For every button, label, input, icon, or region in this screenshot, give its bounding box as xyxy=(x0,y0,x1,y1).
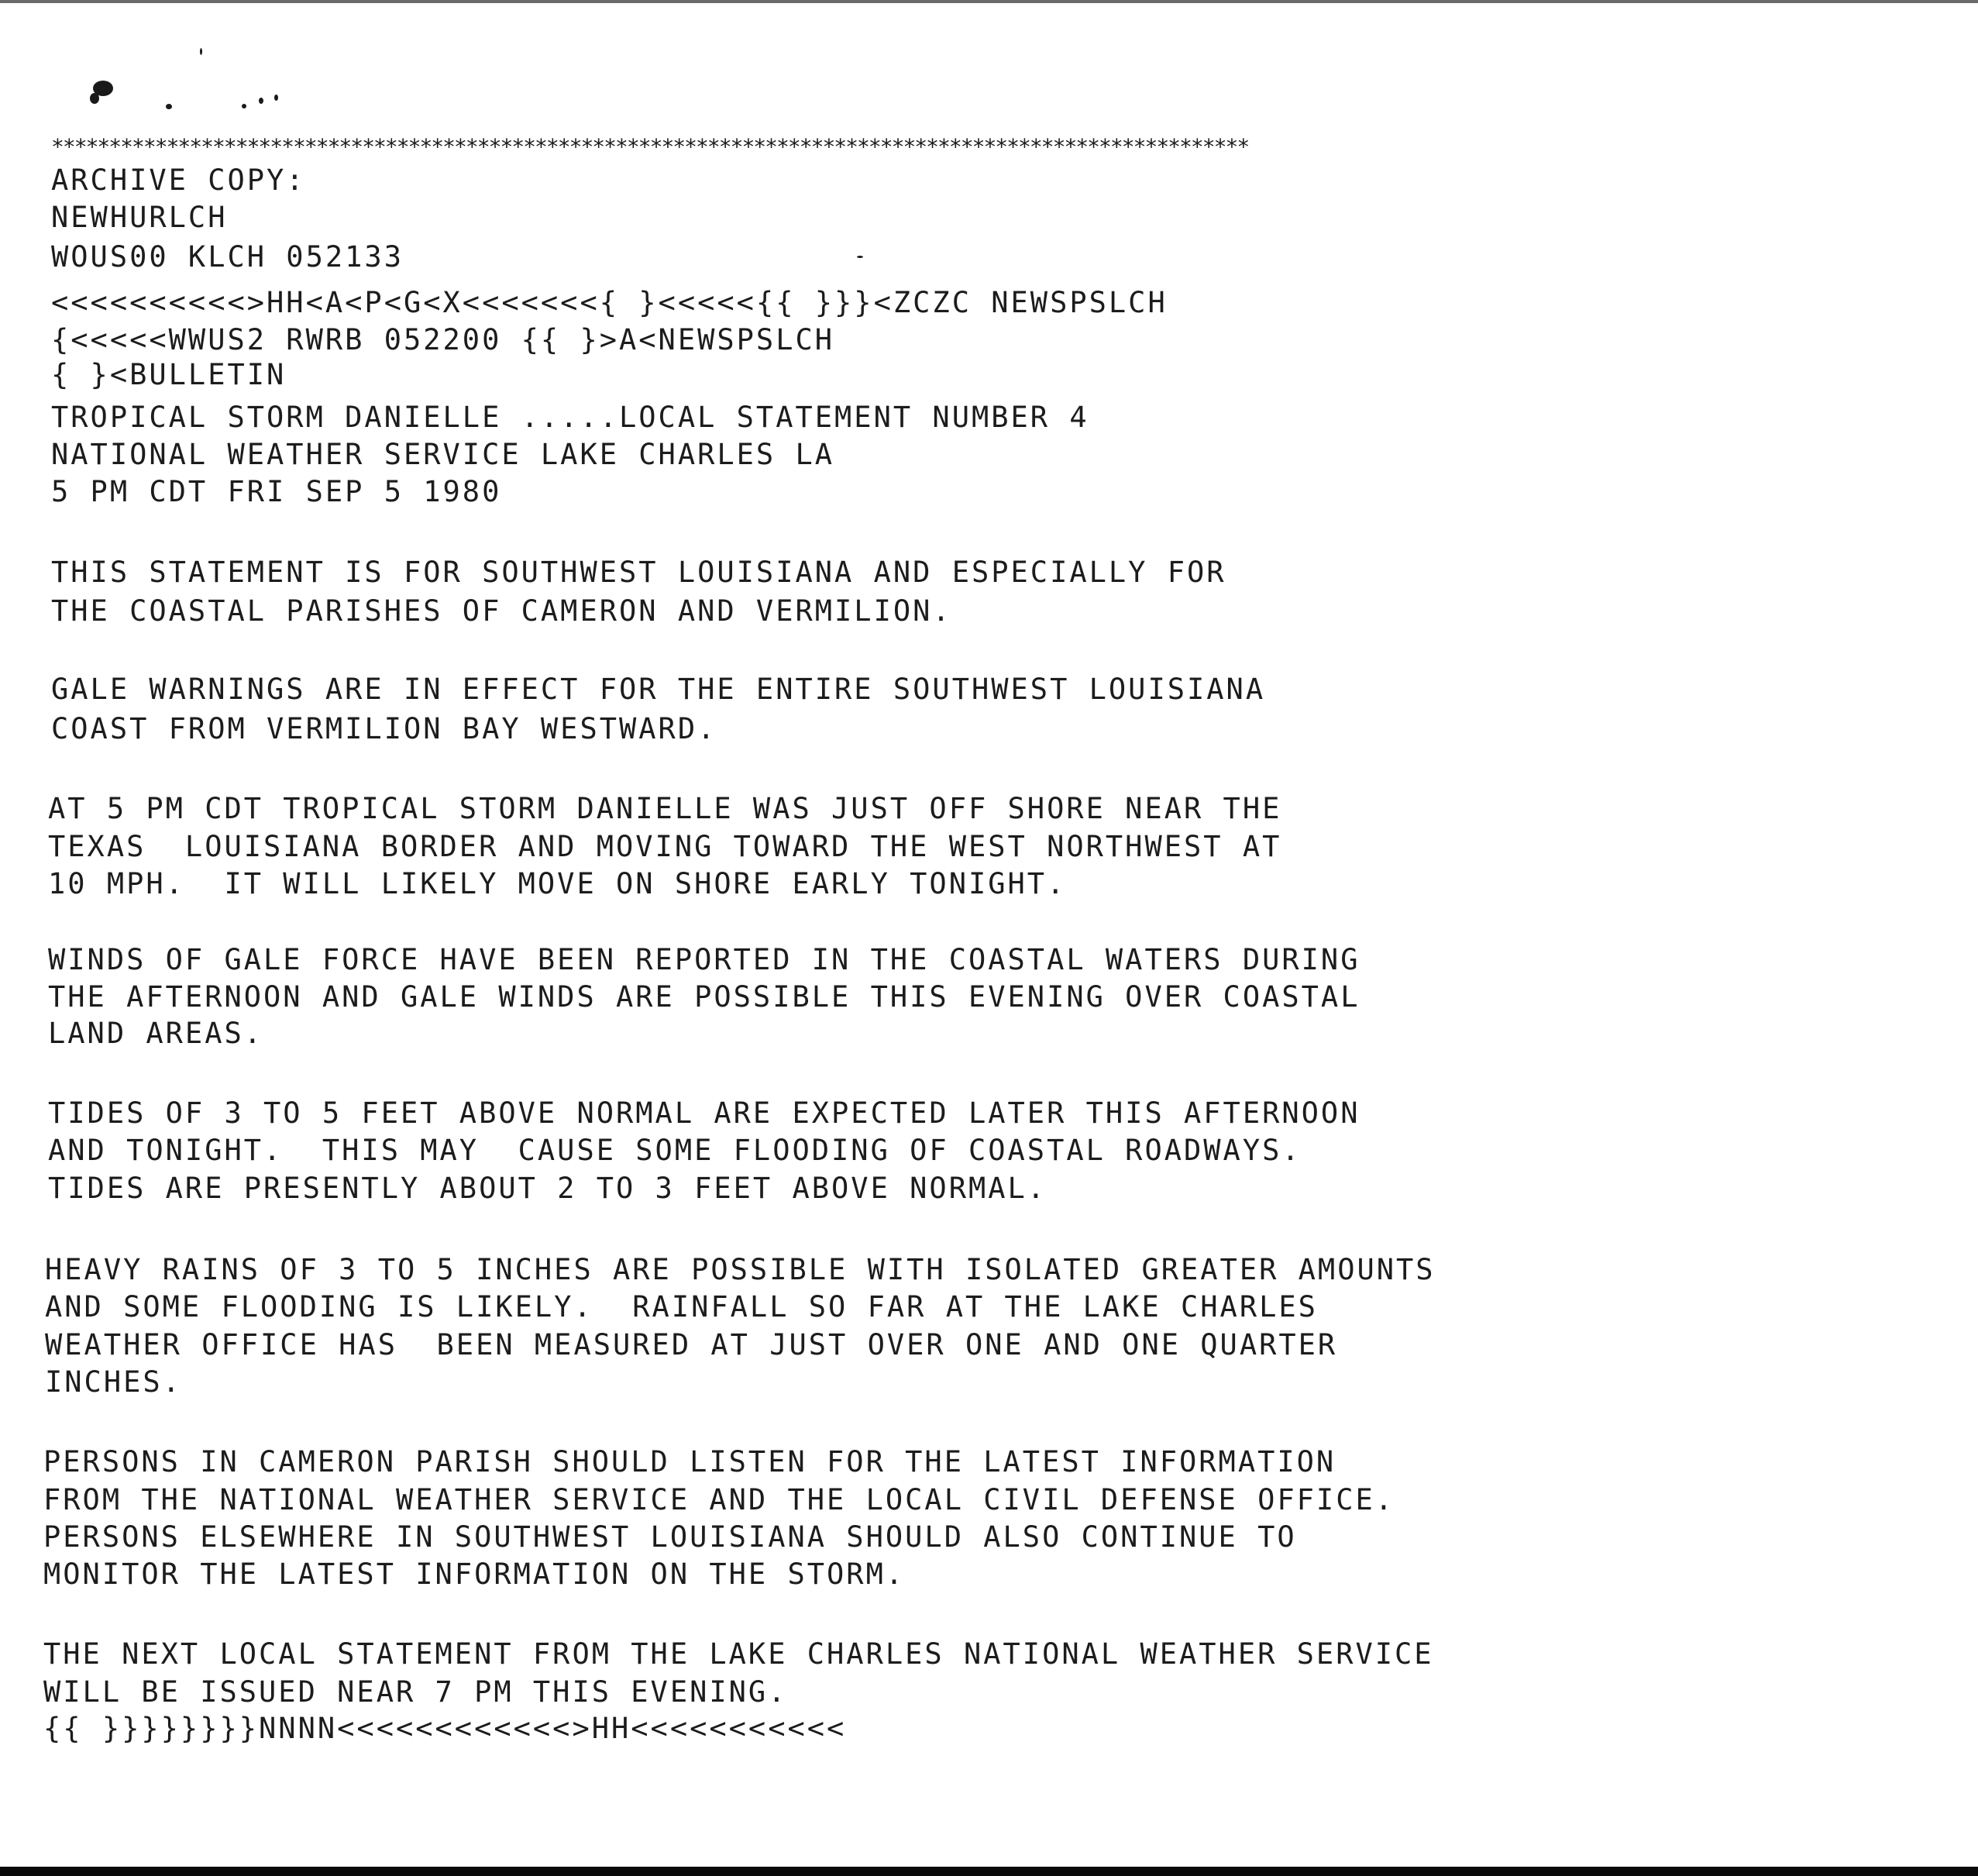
statement-title: TROPICAL STORM DANIELLE .....LOCAL STATEMENT NUMBER 4 xyxy=(51,401,1089,434)
paragraph-line: AND SOME FLOODING IS LIKELY. RAINFALL SO FAR AT THE LAKE CHARLES xyxy=(45,1290,1318,1324)
paragraph-line: PERSONS IN CAMERON PARISH SHOULD LISTEN FOR THE LATEST INFORMATION xyxy=(43,1445,1336,1478)
paragraph-line: WILL BE ISSUED NEAR 7 PM THIS EVENING. xyxy=(43,1675,788,1709)
ink-speck xyxy=(857,256,863,258)
wmo-header: WOUS00 KLCH 052133 xyxy=(51,240,404,274)
paragraph-line: AND TONIGHT. THIS MAY CAUSE SOME FLOODING OF COASTAL ROADWAYS. xyxy=(48,1134,1302,1167)
paragraph-line: COAST FROM VERMILION BAY WESTWARD. xyxy=(51,712,717,745)
paragraph-line: LAND AREAS. xyxy=(48,1017,264,1050)
paragraph-line: THE AFTERNOON AND GALE WINDS ARE POSSIBLE THIS EVENING OVER COASTAL xyxy=(48,980,1361,1014)
paragraph-line: THE COASTAL PARISHES OF CAMERON AND VERMILION. xyxy=(51,594,952,628)
paragraph-line: MONITOR THE LATEST INFORMATION ON THE STORM. xyxy=(43,1558,906,1591)
ink-speck xyxy=(242,104,246,108)
archive-label: ARCHIVE COPY: xyxy=(51,164,306,197)
paragraph-line: TEXAS LOUISIANA BORDER AND MOVING TOWARD THE WEST NORTHWEST AT xyxy=(48,830,1282,863)
ink-speck xyxy=(90,93,99,104)
control-line: <<<<<<<<<<>HH<A<P<G<X<<<<<<<{ }<<<<<{{ }}}<ZCZC NEWSPSLCH xyxy=(51,286,1168,319)
paragraph-line: WEATHER OFFICE HAS BEEN MEASURED AT JUST OVER ONE AND ONE QUARTER xyxy=(45,1328,1338,1361)
paragraph-line: INCHES. xyxy=(45,1365,182,1399)
ink-speck xyxy=(166,104,172,109)
paragraph-line: 10 MPH. IT WILL LIKELY MOVE ON SHORE EARLY TONIGHT. xyxy=(48,867,1067,900)
paragraph-line: AT 5 PM CDT TROPICAL STORM DANIELLE WAS JUST OFF SHORE NEAR THE xyxy=(48,792,1282,825)
ink-speck xyxy=(200,48,202,55)
paragraph-line: TIDES ARE PRESENTLY ABOUT 2 TO 3 FEET ABOVE NORMAL. xyxy=(48,1172,1047,1205)
asterisk-separator: ******************************************************************************************************** xyxy=(51,134,1249,160)
paragraph-line: HEAVY RAINS OF 3 TO 5 INCHES ARE POSSIBLE WITH ISOLATED GREATER AMOUNTS xyxy=(45,1253,1436,1286)
paragraph-line: TIDES OF 3 TO 5 FEET ABOVE NORMAL ARE EXPECTED LATER THIS AFTERNOON xyxy=(48,1096,1361,1130)
paragraph-line: FROM THE NATIONAL WEATHER SERVICE AND THE LOCAL CIVIL DEFENSE OFFICE. xyxy=(43,1483,1395,1516)
control-line: {<<<<<WWUS2 RWRB 052200 {{ }>A<NEWSPSLCH xyxy=(51,323,835,356)
bulletin-label: { }<BULLETIN xyxy=(51,358,287,391)
issuing-office: NATIONAL WEATHER SERVICE LAKE CHARLES LA xyxy=(51,438,835,471)
paragraph-line: THIS STATEMENT IS FOR SOUTHWEST LOUISIANA AND ESPECIALLY FOR xyxy=(51,556,1226,589)
top-edge-rule xyxy=(0,0,1978,3)
ink-speck xyxy=(259,98,263,104)
paragraph-line: WINDS OF GALE FORCE HAVE BEEN REPORTED IN THE COASTAL WATERS DURING xyxy=(48,943,1361,976)
ink-speck xyxy=(274,95,278,101)
paragraph-line: GALE WARNINGS ARE IN EFFECT FOR THE ENTIRE SOUTHWEST LOUISIANA xyxy=(51,673,1266,706)
footer-control-line: {{ }}}}}}}}NNNN<<<<<<<<<<<<>HH<<<<<<<<<<< xyxy=(43,1712,847,1745)
product-id: NEWHURLCH xyxy=(51,201,228,234)
issue-time: 5 PM CDT FRI SEP 5 1980 xyxy=(51,475,502,508)
bottom-edge-rule xyxy=(0,1867,1978,1876)
paragraph-line: THE NEXT LOCAL STATEMENT FROM THE LAKE CHARLES NATIONAL WEATHER SERVICE xyxy=(43,1637,1434,1671)
paragraph-line: PERSONS ELSEWHERE IN SOUTHWEST LOUISIANA SHOULD ALSO CONTINUE TO xyxy=(43,1520,1297,1554)
